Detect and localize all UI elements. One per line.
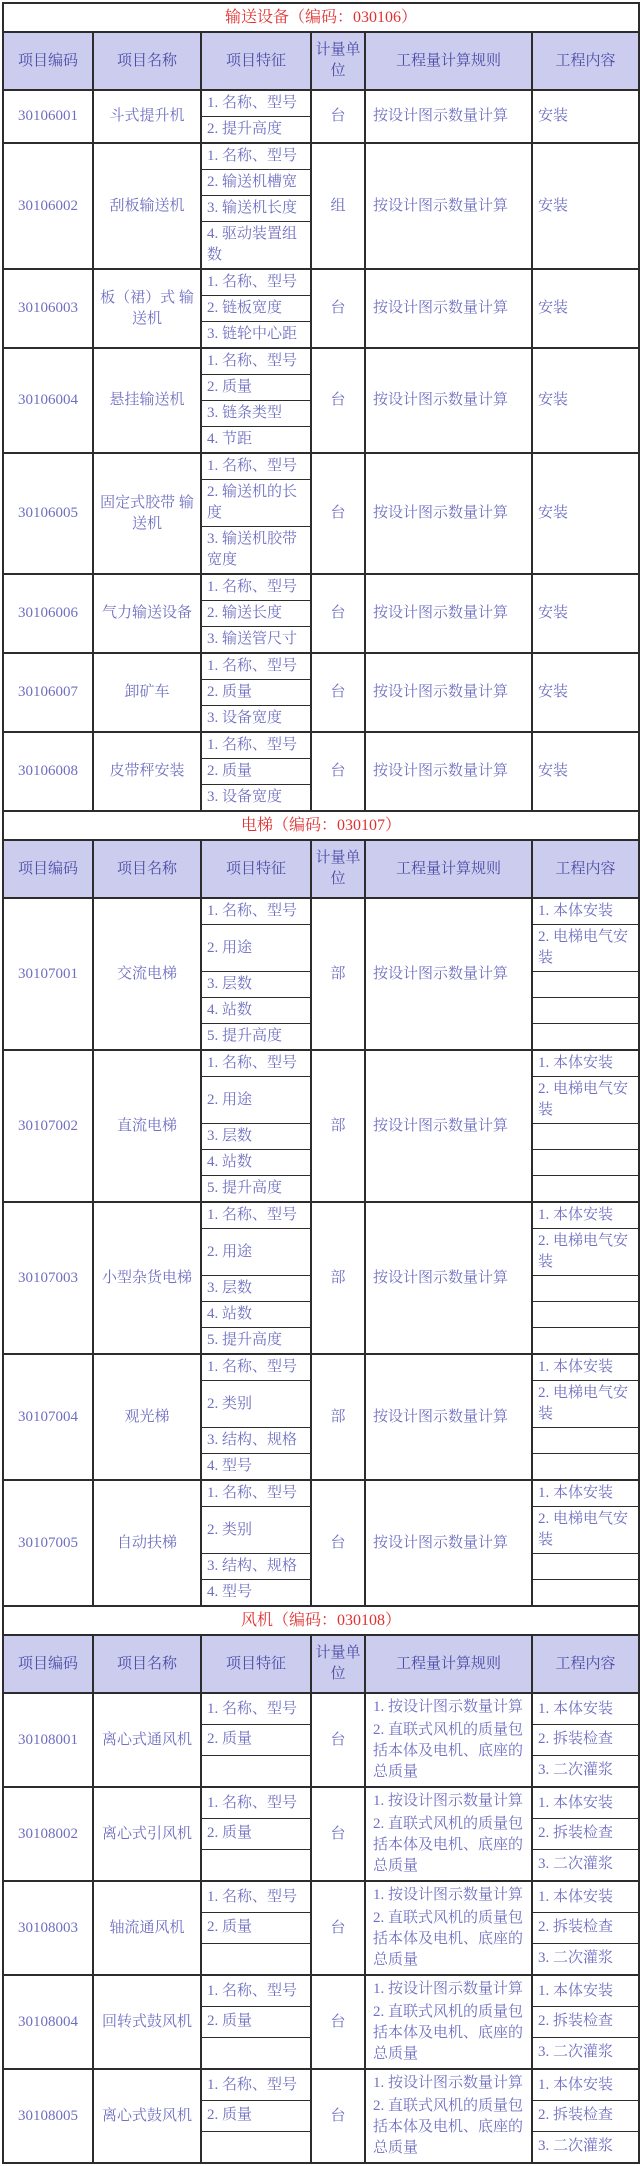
work-content: 安装 xyxy=(532,143,639,269)
column-header: 计量单位 xyxy=(311,32,365,90)
work-content: 1. 本体安装 xyxy=(532,1050,639,1077)
item-feature: 4. 站数 xyxy=(201,1150,311,1176)
item-feature: 3. 设备宽度 xyxy=(201,706,311,733)
item-feature: 1. 名称、型号 xyxy=(201,2069,311,2101)
item-feature: 2. 输送机槽宽 xyxy=(201,170,311,196)
item-name: 斗式提升机 xyxy=(93,90,201,143)
calculation-rule xyxy=(365,898,532,1050)
unit: 组 xyxy=(311,143,365,269)
rule-line: 按设计图示数量计算 xyxy=(373,763,509,779)
column-header: 计量单位 xyxy=(311,1635,365,1693)
work-content: 1. 本体安装 xyxy=(532,1787,639,1819)
item-feature: 3. 链轮中心距 xyxy=(201,322,311,349)
unit: 台 xyxy=(311,1693,365,1787)
work-content xyxy=(532,1302,639,1328)
item-feature: 3. 设备宽度 xyxy=(201,785,311,812)
item-feature: 4. 型号 xyxy=(201,1580,311,1607)
item-feature: 2. 链板宽度 xyxy=(201,296,311,322)
item-name: 交流电梯 xyxy=(93,898,201,1050)
work-content xyxy=(532,1024,639,1051)
rule-line: 1. 按设计图示数量计算 xyxy=(373,1981,524,1997)
item-code: 30106006 xyxy=(3,574,93,653)
table-row xyxy=(3,1881,639,1913)
calculation-rule xyxy=(365,732,532,811)
unit: 台 xyxy=(311,732,365,811)
rule-line: 1. 按设计图示数量计算 xyxy=(373,1887,524,1903)
rule-line: 按设计图示数量计算 xyxy=(373,684,509,700)
item-code: 30107005 xyxy=(3,1480,93,1606)
item-feature: 1. 名称、型号 xyxy=(201,732,311,759)
item-name: 悬挂输送机 xyxy=(93,348,201,453)
item-feature: 2. 质量 xyxy=(201,2007,311,2038)
unit: 台 xyxy=(311,1787,365,1881)
item-code: 30108005 xyxy=(3,2069,93,2163)
rule-line: 2. 直联式风机的质量包括本体及电机、底座的总质量 xyxy=(373,1910,524,1968)
item-feature: 1. 名称、型号 xyxy=(201,1202,311,1229)
item-feature: 3. 输送机长度 xyxy=(201,196,311,222)
work-content: 安装 xyxy=(532,574,639,653)
item-feature: 3. 链条类型 xyxy=(201,401,311,427)
item-feature xyxy=(201,2037,311,2069)
column-header: 工程内容 xyxy=(532,840,639,898)
work-content: 1. 本体安装 xyxy=(532,1354,639,1381)
table-row xyxy=(3,453,639,480)
rule-line: 2. 直联式风机的质量包括本体及电机、底座的总质量 xyxy=(373,1816,524,1874)
rule-line: 2. 直联式风机的质量包括本体及电机、底座的总质量 xyxy=(373,2098,524,2156)
item-name: 观光梯 xyxy=(93,1354,201,1480)
calculation-rule xyxy=(365,1975,532,2069)
column-header: 项目特征 xyxy=(201,1635,311,1693)
work-content: 2. 拆装检查 xyxy=(532,2101,639,2132)
work-content xyxy=(532,1580,639,1607)
calculation-rule xyxy=(365,574,532,653)
unit: 台 xyxy=(311,1480,365,1606)
work-content: 2. 拆装检查 xyxy=(532,1913,639,1944)
item-code: 30108001 xyxy=(3,1693,93,1787)
unit: 部 xyxy=(311,1050,365,1202)
item-name: 自动扶梯 xyxy=(93,1480,201,1606)
work-content: 1. 本体安装 xyxy=(532,1480,639,1507)
table-header-row xyxy=(3,840,639,898)
section-title: 风机（编码：030108） xyxy=(3,1606,639,1635)
item-feature: 2. 质量 xyxy=(201,759,311,785)
table-header-row xyxy=(3,32,639,90)
item-code: 30106008 xyxy=(3,732,93,811)
calculation-rule xyxy=(365,453,532,574)
item-code: 30106007 xyxy=(3,653,93,732)
item-feature: 1. 名称、型号 xyxy=(201,1693,311,1725)
work-content xyxy=(532,972,639,998)
rule-line: 1. 按设计图示数量计算 xyxy=(373,2075,524,2091)
item-feature: 4. 节距 xyxy=(201,427,311,454)
item-feature: 1. 名称、型号 xyxy=(201,653,311,680)
item-name: 离心式鼓风机 xyxy=(93,2069,201,2163)
table-row xyxy=(3,143,639,170)
calculation-rule xyxy=(365,90,532,143)
rule-line: 按设计图示数量计算 xyxy=(373,505,509,521)
item-feature: 1. 名称、型号 xyxy=(201,348,311,375)
item-feature: 1. 名称、型号 xyxy=(201,898,311,925)
work-content: 安装 xyxy=(532,453,639,574)
unit: 台 xyxy=(311,348,365,453)
work-content: 安装 xyxy=(532,348,639,453)
item-feature: 2. 用途 xyxy=(201,1077,311,1124)
item-feature: 5. 提升高度 xyxy=(201,1328,311,1355)
section-title-row xyxy=(3,1606,639,1635)
column-header: 项目特征 xyxy=(201,32,311,90)
item-feature: 3. 结构、规格 xyxy=(201,1428,311,1454)
rule-line: 2. 直联式风机的质量包括本体及电机、底座的总质量 xyxy=(373,1722,524,1780)
work-content: 安装 xyxy=(532,653,639,732)
table-row xyxy=(3,1050,639,1077)
calculation-rule xyxy=(365,1787,532,1881)
unit: 台 xyxy=(311,1881,365,1975)
unit: 台 xyxy=(311,653,365,732)
calculation-rule xyxy=(365,1202,532,1354)
work-content: 1. 本体安装 xyxy=(532,1693,639,1725)
item-feature: 3. 结构、规格 xyxy=(201,1554,311,1580)
work-content: 3. 二次灌浆 xyxy=(532,2131,639,2163)
column-header: 工程量计算规则 xyxy=(365,1635,532,1693)
item-code: 30107003 xyxy=(3,1202,93,1354)
column-header: 工程量计算规则 xyxy=(365,840,532,898)
calculation-rule xyxy=(365,1050,532,1202)
table-row xyxy=(3,1975,639,2007)
rule-line: 按设计图示数量计算 xyxy=(373,392,509,408)
item-name: 固定式胶带 输送机 xyxy=(93,453,201,574)
rule-line: 2. 直联式风机的质量包括本体及电机、底座的总质量 xyxy=(373,2004,524,2062)
item-feature: 5. 提升高度 xyxy=(201,1176,311,1203)
work-content: 1. 本体安装 xyxy=(532,1202,639,1229)
item-name: 小型杂货电梯 xyxy=(93,1202,201,1354)
unit: 台 xyxy=(311,453,365,574)
calculation-rule xyxy=(365,1693,532,1787)
column-header: 项目编码 xyxy=(3,1635,93,1693)
unit: 台 xyxy=(311,1975,365,2069)
work-content: 2. 拆装检查 xyxy=(532,1819,639,1850)
item-feature: 1. 名称、型号 xyxy=(201,90,311,117)
rule-line: 1. 按设计图示数量计算 xyxy=(373,1699,524,1715)
item-feature: 4. 站数 xyxy=(201,998,311,1024)
column-header: 项目编码 xyxy=(3,840,93,898)
table-row xyxy=(3,348,639,375)
unit: 部 xyxy=(311,1354,365,1480)
item-code: 30106002 xyxy=(3,143,93,269)
item-feature: 2. 质量 xyxy=(201,375,311,401)
work-content: 2. 电梯电气安装 xyxy=(532,1229,639,1276)
calculation-rule xyxy=(365,269,532,348)
table-row xyxy=(3,90,639,117)
item-feature: 1. 名称、型号 xyxy=(201,453,311,480)
work-content: 2. 拆装检查 xyxy=(532,2007,639,2038)
work-content xyxy=(532,1428,639,1454)
table-row xyxy=(3,898,639,925)
rule-line: 1. 按设计图示数量计算 xyxy=(373,1793,524,1809)
rule-line: 按设计图示数量计算 xyxy=(373,1408,509,1425)
item-feature: 3. 输送管尺寸 xyxy=(201,627,311,654)
calculation-rule xyxy=(365,1881,532,1975)
table-row xyxy=(3,1693,639,1725)
table-row xyxy=(3,1787,639,1819)
item-feature xyxy=(201,1849,311,1881)
item-feature: 1. 名称、型号 xyxy=(201,1354,311,1381)
item-feature: 2. 提升高度 xyxy=(201,117,311,144)
spec-table xyxy=(2,2,640,2164)
item-feature: 2. 质量 xyxy=(201,1725,311,1756)
item-feature: 1. 名称、型号 xyxy=(201,574,311,601)
item-feature: 2. 用途 xyxy=(201,1229,311,1276)
item-feature xyxy=(201,1943,311,1975)
item-feature: 2. 用途 xyxy=(201,925,311,972)
item-name: 轴流通风机 xyxy=(93,1881,201,1975)
table-header-row xyxy=(3,1635,639,1693)
rule-line: 按设计图示数量计算 xyxy=(373,1269,509,1286)
unit: 台 xyxy=(311,2069,365,2163)
item-feature: 2. 输送长度 xyxy=(201,601,311,627)
item-code: 30106005 xyxy=(3,453,93,574)
work-content: 1. 本体安装 xyxy=(532,1881,639,1913)
work-content: 3. 二次灌浆 xyxy=(532,1755,639,1787)
table-row xyxy=(3,1354,639,1381)
column-header: 项目名称 xyxy=(93,840,201,898)
column-header: 项目编码 xyxy=(3,32,93,90)
work-content: 3. 二次灌浆 xyxy=(532,1943,639,1975)
work-content: 1. 本体安装 xyxy=(532,898,639,925)
work-content: 安装 xyxy=(532,732,639,811)
item-name: 板（裙）式 输送机 xyxy=(93,269,201,348)
column-header: 工程内容 xyxy=(532,1635,639,1693)
item-feature: 1. 名称、型号 xyxy=(201,1787,311,1819)
item-feature: 3. 层数 xyxy=(201,1124,311,1150)
work-content: 安装 xyxy=(532,269,639,348)
item-name: 卸矿车 xyxy=(93,653,201,732)
rule-line: 按设计图示数量计算 xyxy=(373,1534,509,1551)
item-feature: 2. 类别 xyxy=(201,1507,311,1554)
work-content xyxy=(532,1150,639,1176)
work-content: 2. 电梯电气安装 xyxy=(532,1507,639,1554)
work-content: 2. 拆装检查 xyxy=(532,1725,639,1756)
table-row xyxy=(3,1202,639,1229)
item-name: 回转式鼓风机 xyxy=(93,1975,201,2069)
item-code: 30108002 xyxy=(3,1787,93,1881)
column-header: 工程内容 xyxy=(532,32,639,90)
unit: 部 xyxy=(311,1202,365,1354)
item-name: 直流电梯 xyxy=(93,1050,201,1202)
work-content xyxy=(532,998,639,1024)
rule-line: 按设计图示数量计算 xyxy=(373,1117,509,1134)
item-feature: 1. 名称、型号 xyxy=(201,1881,311,1913)
unit: 部 xyxy=(311,898,365,1050)
section-title: 输送设备（编码：030106） xyxy=(3,3,639,32)
item-code: 30107001 xyxy=(3,898,93,1050)
work-content: 1. 本体安装 xyxy=(532,2069,639,2101)
item-feature: 2. 质量 xyxy=(201,680,311,706)
table-row xyxy=(3,732,639,759)
unit: 台 xyxy=(311,90,365,143)
item-feature: 1. 名称、型号 xyxy=(201,1480,311,1507)
table-row xyxy=(3,574,639,601)
item-feature: 2. 质量 xyxy=(201,2101,311,2132)
item-code: 30106004 xyxy=(3,348,93,453)
work-content xyxy=(532,1554,639,1580)
unit: 台 xyxy=(311,574,365,653)
item-name: 离心式通风机 xyxy=(93,1693,201,1787)
item-code: 30108004 xyxy=(3,1975,93,2069)
calculation-rule xyxy=(365,348,532,453)
item-feature: 2. 质量 xyxy=(201,1913,311,1944)
rule-line: 按设计图示数量计算 xyxy=(373,108,509,124)
item-feature: 3. 输送机胶带宽度 xyxy=(201,527,311,575)
item-feature: 2. 输送机的长度 xyxy=(201,480,311,527)
column-header: 项目名称 xyxy=(93,1635,201,1693)
item-feature: 1. 名称、型号 xyxy=(201,1050,311,1077)
item-feature: 2. 质量 xyxy=(201,1819,311,1850)
item-feature: 4. 驱动装置组数 xyxy=(201,222,311,270)
item-feature: 5. 提升高度 xyxy=(201,1024,311,1051)
column-header: 项目特征 xyxy=(201,840,311,898)
rule-line: 按设计图示数量计算 xyxy=(373,965,509,982)
item-feature: 3. 层数 xyxy=(201,972,311,998)
rule-line: 按设计图示数量计算 xyxy=(373,605,509,621)
table-row xyxy=(3,269,639,296)
item-feature: 4. 型号 xyxy=(201,1454,311,1481)
work-content xyxy=(532,1176,639,1203)
item-name: 离心式引风机 xyxy=(93,1787,201,1881)
item-name: 刮板输送机 xyxy=(93,143,201,269)
column-header: 计量单位 xyxy=(311,840,365,898)
section-title-row xyxy=(3,3,639,32)
item-feature: 2. 类别 xyxy=(201,1381,311,1428)
calculation-rule xyxy=(365,2069,532,2163)
work-content xyxy=(532,1276,639,1302)
item-name: 皮带秤安装 xyxy=(93,732,201,811)
calculation-rule xyxy=(365,1354,532,1480)
calculation-rule xyxy=(365,143,532,269)
work-content: 2. 电梯电气安装 xyxy=(532,1381,639,1428)
rule-line: 按设计图示数量计算 xyxy=(373,197,509,214)
rule-line: 按设计图示数量计算 xyxy=(373,300,509,316)
table-row xyxy=(3,653,639,680)
item-feature xyxy=(201,2131,311,2163)
work-content: 安装 xyxy=(532,90,639,143)
work-content: 3. 二次灌浆 xyxy=(532,1849,639,1881)
section-title-row xyxy=(3,811,639,840)
table-row xyxy=(3,2069,639,2101)
item-feature: 1. 名称、型号 xyxy=(201,143,311,170)
column-header: 工程量计算规则 xyxy=(365,32,532,90)
item-name: 气力输送设备 xyxy=(93,574,201,653)
item-code: 30107004 xyxy=(3,1354,93,1480)
item-feature: 1. 名称、型号 xyxy=(201,1975,311,2007)
table-row xyxy=(3,1480,639,1507)
item-code: 30107002 xyxy=(3,1050,93,1202)
section-title: 电梯（编码：030107） xyxy=(3,811,639,840)
column-header: 项目名称 xyxy=(93,32,201,90)
work-content xyxy=(532,1454,639,1481)
item-feature xyxy=(201,1755,311,1787)
item-feature: 4. 站数 xyxy=(201,1302,311,1328)
item-feature: 1. 名称、型号 xyxy=(201,269,311,296)
item-code: 30106003 xyxy=(3,269,93,348)
work-content xyxy=(532,1124,639,1150)
work-content: 2. 电梯电气安装 xyxy=(532,925,639,972)
work-content: 2. 电梯电气安装 xyxy=(532,1077,639,1124)
work-content: 3. 二次灌浆 xyxy=(532,2037,639,2069)
work-content: 1. 本体安装 xyxy=(532,1975,639,2007)
item-code: 30108003 xyxy=(3,1881,93,1975)
calculation-rule xyxy=(365,1480,532,1606)
unit: 台 xyxy=(311,269,365,348)
item-feature: 3. 层数 xyxy=(201,1276,311,1302)
calculation-rule xyxy=(365,653,532,732)
item-code: 30106001 xyxy=(3,90,93,143)
work-content xyxy=(532,1328,639,1355)
